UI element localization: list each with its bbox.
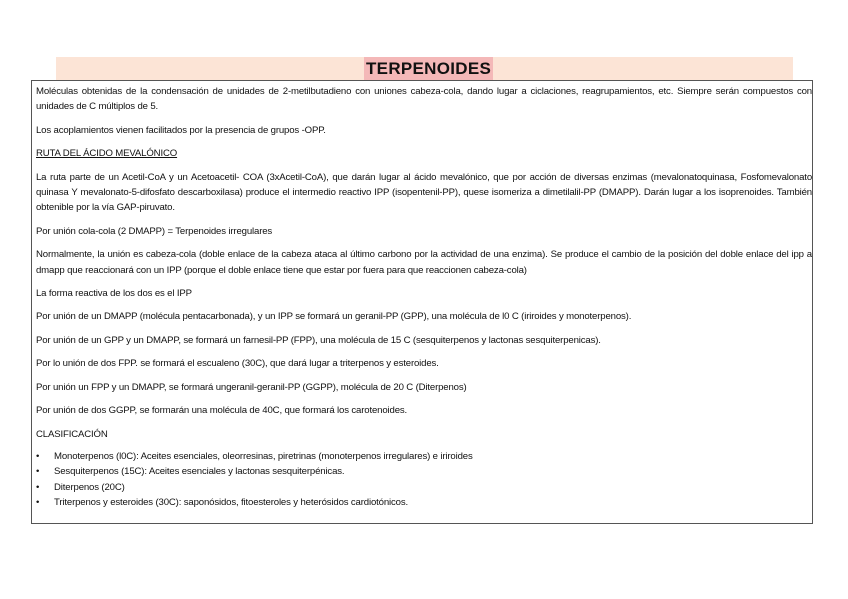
bullet-icon: •: [36, 481, 40, 493]
ggpp-paragraph: Por unión un FPP y un DMAPP, se formará ungeranil-geranil-PP (GGPP), molécula de 20 C (Diterpenos): [36, 381, 467, 393]
list-item: [36, 480, 812, 495]
document-body: [36, 84, 812, 511]
escualeno-paragraph: Por lo unión de dos FPP. se formará el escualeno (30C), que dará lugar a triterpenos y esteroides.: [36, 358, 439, 370]
carotenoides-paragraph: Por unión de dos GGPP, se formarán una molécula de 40C, que formará los carotenoides.: [36, 405, 408, 417]
page-title: TERPENOIDES: [366, 59, 492, 78]
gpp-paragraph: Por unión de un DMAPP (molécula pentacarbonada), y un IPP se formará un geranil-PP (GPP), una molécula de l0 C (iriroides y monoterpenos).: [36, 311, 632, 323]
list-item-text: Sesquiterpenos (15C): Aceites esenciales y lactonas sesquiterpénicas.: [54, 466, 345, 478]
bullet-icon: •: [36, 450, 40, 462]
ruta-heading: RUTA DEL ÁCIDO MEVALÓNICO: [36, 148, 178, 160]
acoplamientos-paragraph: Los acoplamientos vienen facilitados por la presencia de grupos -OPP.: [36, 124, 326, 136]
bullet-icon: •: [36, 466, 40, 478]
forma-reactiva-paragraph: La forma reactiva de los dos es el IPP: [36, 288, 192, 300]
bullet-icon: •: [36, 497, 40, 509]
list-item: [36, 464, 812, 479]
list-item: [36, 495, 812, 510]
list-item-text: Triterpenos y esteroides (30C): saponósidos, fitoesteroles y heterósidos cardiotónicos.: [54, 497, 409, 509]
clasificacion-heading: CLASIFICACIÓN: [36, 428, 108, 440]
normalmente-paragraph: Normalmente, la unión es cabeza-cola (doble enlace de la cabeza ataca al último carbono por la actividad de una enzima). Se produce el cambio de la posición del doble enlace del ipp a dmapp que reaccionará con un IPP (porque el doble enlace tiene que estar por fuera para que reaccionen cabeza-cola): [36, 249, 812, 276]
ruta-paragraph: La ruta parte de un Acetil-CoA y un Acetoacetil- COA (3xAcetil-CoA), que darán lugar al ácido mevalónico, que por acción de diversas enzimas (mevalonatoquinasa, Fosfomevalonato quinasa Y mevalonato-5-difosfato descarboxilasa) produce el intermedio reactivo IPP (isopentenil-PP), quese isomeriza a dimetilalil-PP (DMAPP). Darán lugar a los isoprenoides. También obtenible por la vía GAP-piruvato.: [36, 171, 812, 214]
list-item-text: Diterpenos (20C): [54, 481, 125, 493]
clasificacion-list: [36, 449, 812, 511]
list-item: [36, 449, 812, 464]
fpp-paragraph: Por unión de un GPP y un DMAPP, se formará un farnesil-PP (FPP), una molécula de 15 C (sesquiterpenos y lactonas sesquiterpenicas).: [36, 334, 601, 346]
intro-paragraph: Moléculas obtenidas de la condensación de unidades de 2-metilbutadieno con uniones cabeza-cola, dando lugar a ciclaciones, reagrupamientos, etc. Siempre serán compuestos con unidades de C múltiplos de 5.: [36, 86, 812, 113]
cola-cola-paragraph: Por unión cola-cola (2 DMAPP) = Terpenoides irregulares: [36, 225, 273, 237]
list-item-text: Monoterpenos (l0C): Aceites esenciales, oleorresinas, piretrinas (monoterpenos irregulares) e iriroides: [54, 450, 473, 462]
